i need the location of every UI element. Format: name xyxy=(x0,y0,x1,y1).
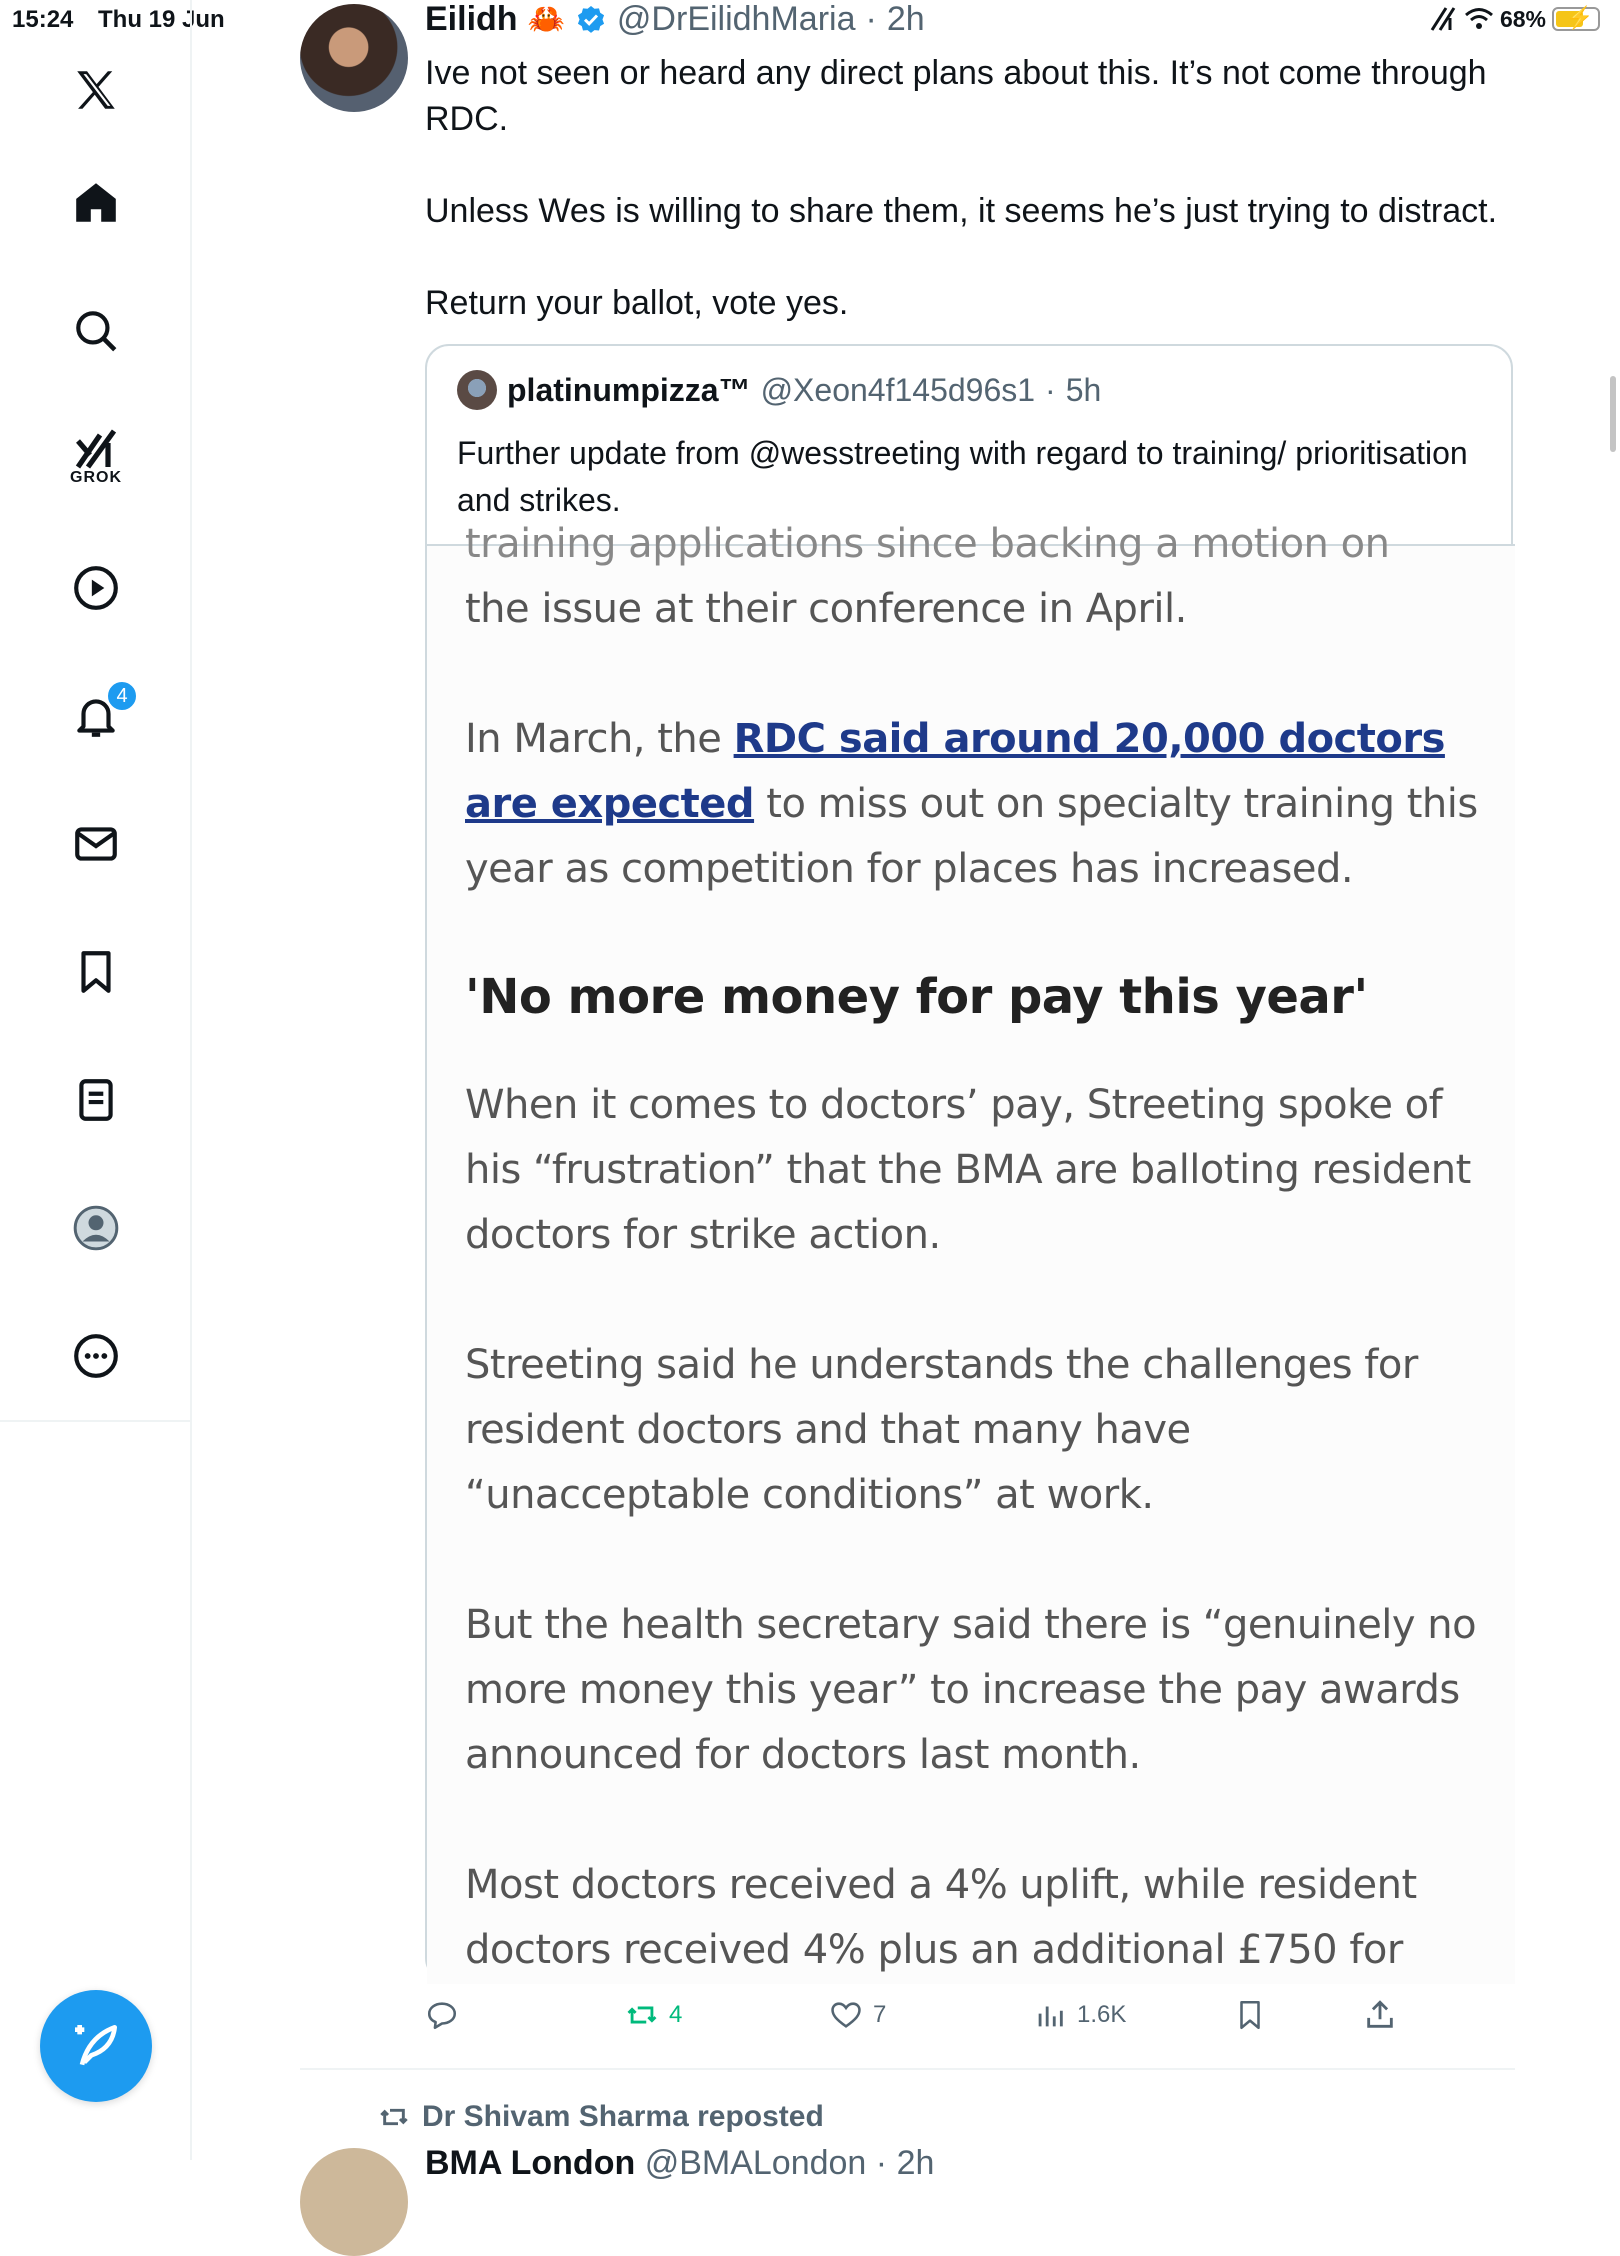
next-author-name[interactable]: BMA London xyxy=(425,2144,636,2182)
next-author-avatar[interactable] xyxy=(300,2148,408,2256)
notifications-badge: 4 xyxy=(106,680,138,712)
list-icon xyxy=(71,1075,121,1125)
article-paragraph xyxy=(465,707,1485,902)
dot-separator: · xyxy=(875,2144,888,2182)
compose-post-button[interactable] xyxy=(40,1990,152,2102)
post-paragraph: Ive not seen or heard any direct plans about this. It’s not come through RDC. xyxy=(425,54,1487,138)
article-text: In March, the xyxy=(465,716,734,762)
grok-status-icon xyxy=(1428,4,1458,34)
sidebar-item-search[interactable] xyxy=(56,291,136,371)
repost-icon xyxy=(378,2101,410,2133)
like-button[interactable] xyxy=(829,1998,886,2032)
article-paragraph: the issue at their conference in April. xyxy=(465,586,1187,632)
bookmark-button[interactable] xyxy=(1233,1998,1267,2032)
views-button[interactable] xyxy=(1033,1998,1126,2032)
grok-icon xyxy=(72,425,120,473)
sidebar-nav xyxy=(0,0,192,2160)
sidebar-item-more[interactable] xyxy=(56,1316,136,1396)
article-link: RDC said around 20,000 doctors are expected xyxy=(465,716,1445,827)
quoted-author-avatar xyxy=(457,370,497,410)
sidebar-item-notifications[interactable] xyxy=(56,676,136,756)
quoted-author-name: platinumpizza™ xyxy=(507,371,751,408)
heart-icon xyxy=(829,1998,863,2032)
author-handle[interactable]: @DrEilidhMaria xyxy=(616,0,856,38)
article-screenshot xyxy=(465,512,1485,2048)
repost-button[interactable] xyxy=(625,1998,682,2032)
quoted-post-text: Further update from @wesstreeting with regard to training/ prioritisation and strikes. xyxy=(457,435,1468,518)
repost-count: 4 xyxy=(669,2001,683,2028)
quoted-post-header xyxy=(457,370,1101,410)
dot-separator: · xyxy=(1045,371,1056,408)
x-logo[interactable] xyxy=(56,50,136,130)
sidebar-item-profile[interactable] xyxy=(56,1188,136,1268)
post-actions xyxy=(425,1998,1425,2042)
article-paragraph: But the health secretary said there is “genuinely no more money this year” to increase the pay awards announced for doctors last month. xyxy=(465,1602,1477,1778)
battery-percent: 68% xyxy=(1499,5,1546,32)
quoted-author-handle: @Xeon4f145d96s1 xyxy=(760,371,1036,408)
author-avatar[interactable] xyxy=(300,4,408,112)
next-author-handle[interactable]: @BMALondon xyxy=(644,2144,867,2182)
views-count: 1.6K xyxy=(1077,2001,1127,2028)
quoted-post-time: 5h xyxy=(1065,371,1102,408)
sidebar-item-bookmarks[interactable] xyxy=(56,932,136,1012)
quoted-post-image[interactable] xyxy=(427,521,1515,1984)
like-count: 7 xyxy=(873,2001,887,2028)
bookmark-icon xyxy=(71,947,121,997)
sidebar-item-messages[interactable] xyxy=(56,804,136,884)
grok-label: GROK xyxy=(70,469,122,486)
share-icon xyxy=(1363,1998,1397,2032)
mail-icon xyxy=(71,819,121,869)
share-button[interactable] xyxy=(1363,1998,1397,2032)
compose-feather-icon xyxy=(68,2018,124,2074)
home-icon xyxy=(71,178,121,228)
post-body xyxy=(425,50,1525,372)
repost-indicator[interactable] xyxy=(378,2100,824,2134)
status-time: 15:24 xyxy=(12,6,74,33)
article-paragraph: Streeting said he understands the challenges for resident doctors and that many have “unacceptable conditions” at work. xyxy=(465,1342,1418,1518)
post-time[interactable]: 2h xyxy=(886,0,925,38)
more-icon xyxy=(71,1331,121,1381)
quoted-post[interactable] xyxy=(425,344,1513,1982)
x-logo-icon xyxy=(71,65,121,115)
dot-separator: · xyxy=(865,0,877,38)
repost-icon xyxy=(625,1998,659,2032)
reply-icon xyxy=(425,1998,459,2032)
post-paragraph: Unless Wes is willing to share them, it seems he’s just trying to distract. xyxy=(425,192,1498,230)
sidebar-divider xyxy=(0,1420,192,1422)
profile-icon xyxy=(71,1203,121,1253)
bookmark-icon xyxy=(1233,1998,1267,2032)
post-header xyxy=(425,0,925,39)
sidebar-item-home[interactable] xyxy=(56,163,136,243)
article-heading: 'No more money for pay this year' xyxy=(465,969,1368,1025)
verified-badge-icon xyxy=(575,4,607,36)
status-indicators xyxy=(1428,4,1600,34)
views-icon xyxy=(1033,1998,1067,2032)
sidebar-item-video[interactable] xyxy=(56,548,136,628)
article-paragraph: Most doctors received a 4% uplift, while resident doctors received 4% plus an additional £750 for xyxy=(465,1862,1417,1973)
article-text: to miss out on specialty training this year as competition for places has increased. xyxy=(465,781,1478,892)
next-post-time: 2h xyxy=(896,2144,935,2182)
battery-icon: ⚡ xyxy=(1552,7,1600,31)
reply-button[interactable] xyxy=(425,1998,459,2032)
next-post-header xyxy=(425,2144,934,2183)
article-cut-line: training applications since backing a motion on xyxy=(465,521,1390,567)
play-icon xyxy=(71,563,121,613)
wifi-icon xyxy=(1464,6,1494,32)
author-name[interactable]: Eilidh xyxy=(425,0,518,38)
sidebar-item-lists[interactable] xyxy=(56,1060,136,1140)
status-date: Thu 19 Jun xyxy=(98,6,225,33)
sidebar-item-grok[interactable] xyxy=(56,416,136,496)
article-paragraph: When it comes to doctors’ pay, Streeting spoke of his “frustration” that the BMA are balloting resident doctors for strike action. xyxy=(465,1082,1471,1258)
post-divider xyxy=(300,2068,1515,2070)
search-icon xyxy=(71,306,121,356)
repost-text: Dr Shivam Sharma reposted xyxy=(422,2100,824,2133)
post-paragraph: Return your ballot, vote yes. xyxy=(425,284,849,322)
author-emoji: 🦀 xyxy=(527,3,565,36)
scrollbar[interactable] xyxy=(1610,376,1616,452)
